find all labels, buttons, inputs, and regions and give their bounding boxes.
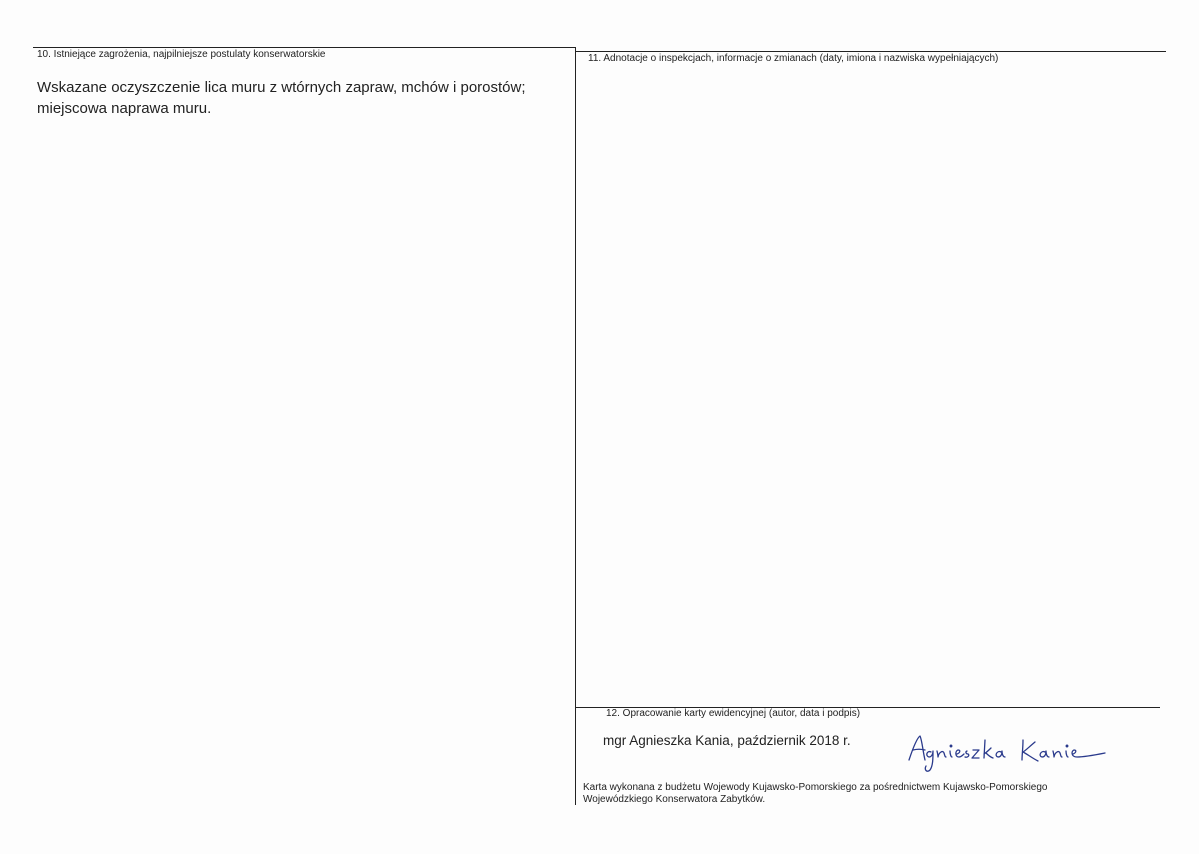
- section-12-label: 12. Opracowanie karty ewidencyjnej (autor, data i podpis): [606, 708, 861, 719]
- section-10-label: 10. Istniejące zagrożenia, najpilniejsze postulaty konserwatorskie: [37, 49, 326, 60]
- column-divider: [575, 47, 576, 805]
- section-11-label: 11. Adnotacje o inspekcjach, informacje o zmianach (daty, imiona i nazwiska wypełniających): [588, 53, 999, 64]
- section-10-text-line1: Wskazane oczyszczenie lica muru z wtórnych zapraw, mchów i porostów;: [37, 79, 526, 96]
- funding-note-line2: Wojewódzkiego Konserwatora Zabytków.: [583, 794, 766, 805]
- handwritten-signature: [905, 730, 1115, 778]
- author-and-date: mgr Agnieszka Kania, październik 2018 r.: [603, 733, 851, 748]
- section-11-top-rule: [576, 51, 1166, 52]
- section-10-top-rule: [33, 47, 576, 48]
- funding-note-line1: Karta wykonana z budżetu Wojewody Kujawsko-Pomorskiego za pośrednictwem Kujawsko-Pomorskiego: [583, 782, 1048, 793]
- section-10-text-line2: miejscowa naprawa muru.: [37, 100, 212, 117]
